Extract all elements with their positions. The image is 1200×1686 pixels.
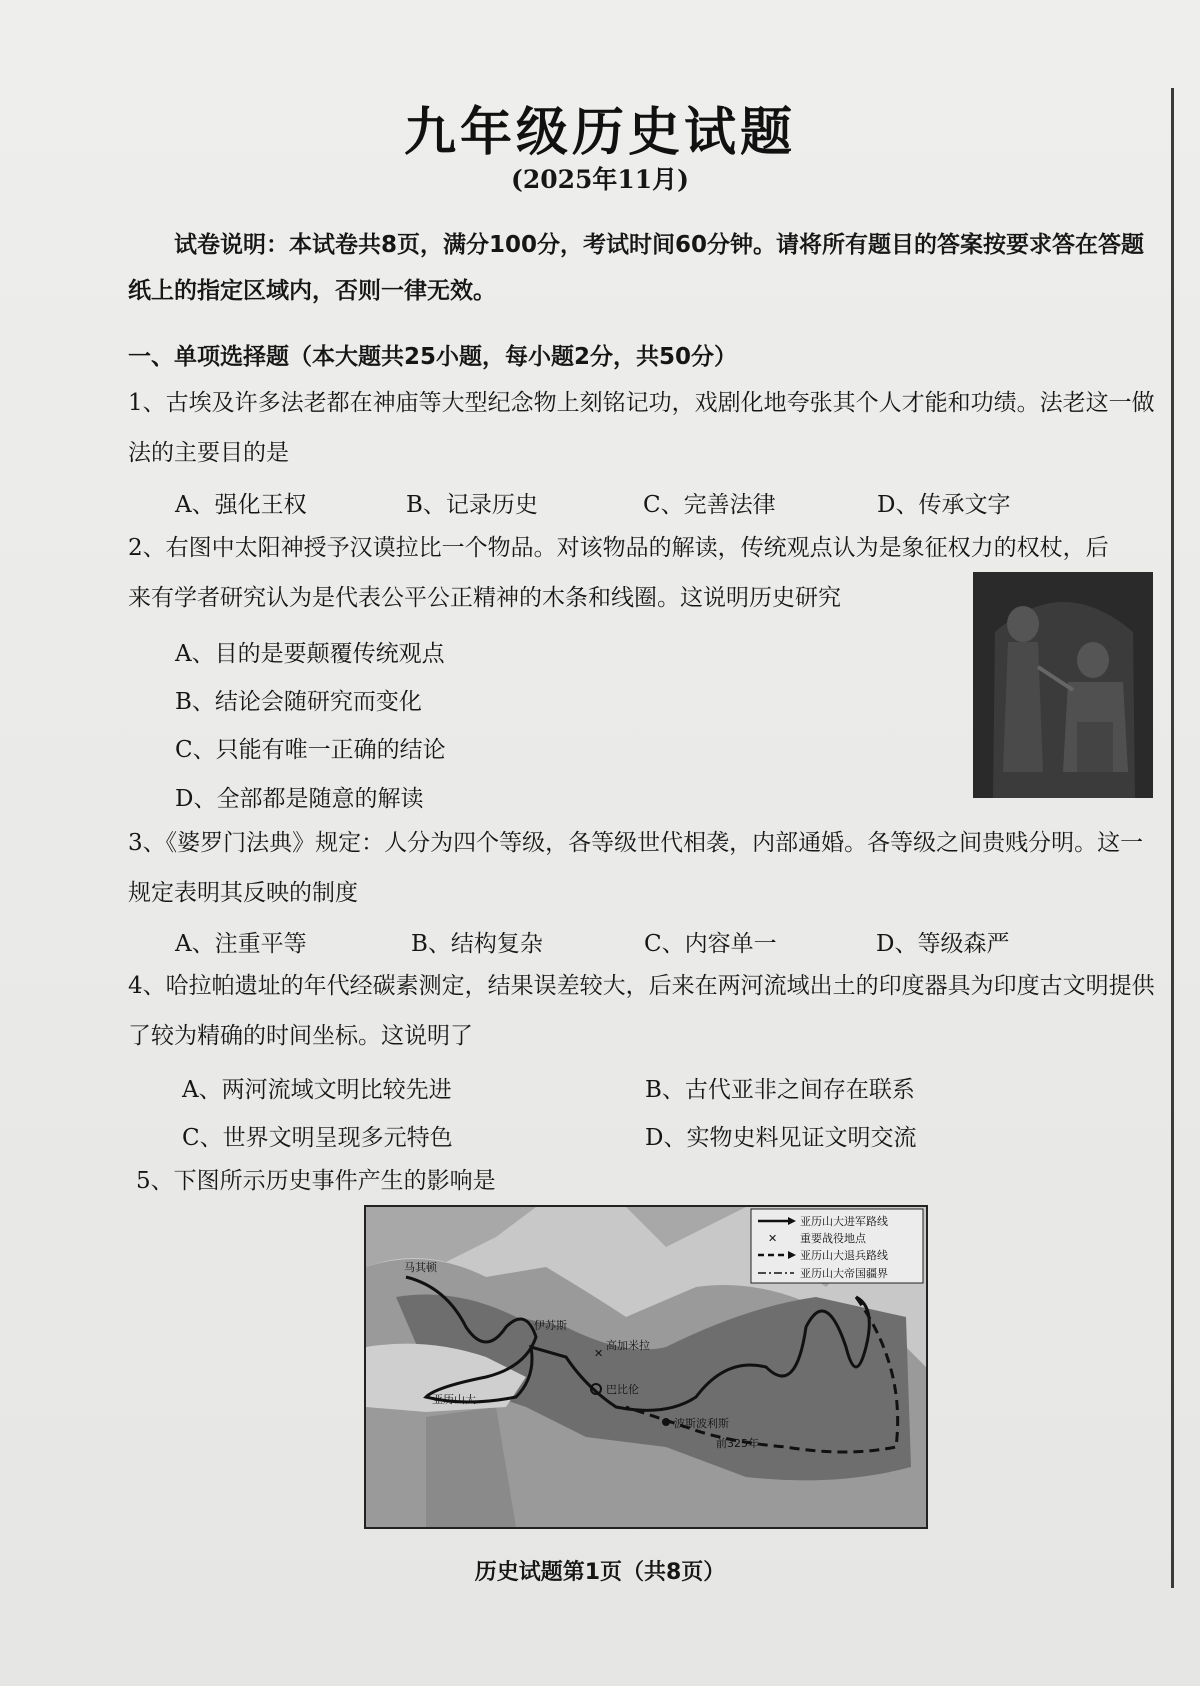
- question-2-option-b: B、结论会随研究而变化: [175, 689, 422, 715]
- place-issus: 伊苏斯: [534, 1319, 567, 1332]
- legend-march-route: 亚历山大进军路线: [800, 1215, 888, 1228]
- legend-retreat-route: 亚历山大退兵路线: [800, 1249, 888, 1262]
- question-1-option-d: D、传承文字: [877, 492, 1011, 518]
- question-2-stem-line2: 来有学者研究认为是代表公平公正精神的木条和线圈。这说明历史研究: [128, 585, 841, 611]
- legend-empire-border: 亚历山大帝国疆界: [800, 1267, 888, 1280]
- place-babylon: 巴比伦: [606, 1383, 639, 1396]
- question-3-option-a: A、注重平等: [175, 931, 307, 957]
- place-gaugamela: 高加米拉: [606, 1339, 650, 1352]
- question-4-option-a: A、两河流域文明比较先进: [182, 1077, 452, 1103]
- exam-date: (2025年11月): [510, 165, 690, 194]
- question-1-option-a: A、强化王权: [175, 492, 307, 518]
- question-2-option-c: C、只能有唯一正确的结论: [175, 737, 446, 763]
- question-1-option-b: B、记录历史: [406, 492, 538, 518]
- question-3-option-c: C、内容单一: [644, 931, 777, 957]
- question-3-option-b: B、结构复杂: [411, 931, 543, 957]
- exam-instructions: 试卷说明：本试卷共8页，满分100分，考试时间60分钟。请将所有题目的答案按要求答在答题纸上的指定区域内，否则一律无效。: [128, 232, 1145, 304]
- svg-text:✕: ✕: [594, 1347, 604, 1360]
- question-2-option-a: A、目的是要颠覆传统观点: [175, 641, 445, 667]
- date-325bc: 前325年: [716, 1437, 759, 1450]
- question-3-option-d: D、等级森严: [876, 931, 1010, 957]
- question-4-option-b: B、古代亚非之间存在联系: [645, 1077, 915, 1103]
- page-edge-rule: [1171, 88, 1174, 1588]
- legend-battle-site: 重要战役地点: [800, 1232, 866, 1245]
- question-4-option-c: C、世界文明呈现多元特色: [182, 1125, 453, 1151]
- question-2-option-d: D、全部都是随意的解读: [175, 786, 424, 812]
- hammurabi-stele-photo: [973, 572, 1153, 798]
- alexander-campaign-map: [364, 1205, 928, 1529]
- place-alexandria: 亚历山大: [432, 1393, 476, 1406]
- question-1-stem: 1、古埃及许多法老都在神庙等大型纪念物上刻铭记功，戏剧化地夸张其个人才能和功绩。法老这一做法的主要目的是: [128, 390, 1155, 466]
- page-footer: 历史试题第1页（共8页）: [474, 1560, 726, 1585]
- question-4-option-d: D、实物史料见证文明交流: [645, 1125, 917, 1151]
- question-5-stem: 5、下图所示历史事件产生的影响是: [136, 1168, 496, 1194]
- question-4-stem: 4、哈拉帕遗址的年代经碳素测定，结果误差较大，后来在两河流域出土的印度器具为印度古文明提供了较为精确的时间坐标。这说明了: [128, 973, 1155, 1049]
- question-2-stem-line1: 2、右图中太阳神授予汉谟拉比一个物品。对该物品的解读，传统观点认为是象征权力的权杖，后: [128, 535, 1109, 561]
- legend-battle-icon: ✕: [768, 1232, 778, 1245]
- question-3-stem: 3、《婆罗门法典》规定：人分为四个等级，各等级世代相袭，内部通婚。各等级之间贵贱分明。这一规定表明其反映的制度: [128, 830, 1144, 906]
- place-macedon: 马其顿: [404, 1261, 437, 1274]
- question-1-option-c: C、完善法律: [643, 492, 776, 518]
- exam-title: 九年级历史试题: [403, 103, 796, 163]
- section-heading: 一、单项选择题（本大题共25小题，每小题2分，共50分）: [128, 344, 738, 370]
- place-persepolis: 波斯波利斯: [674, 1417, 729, 1430]
